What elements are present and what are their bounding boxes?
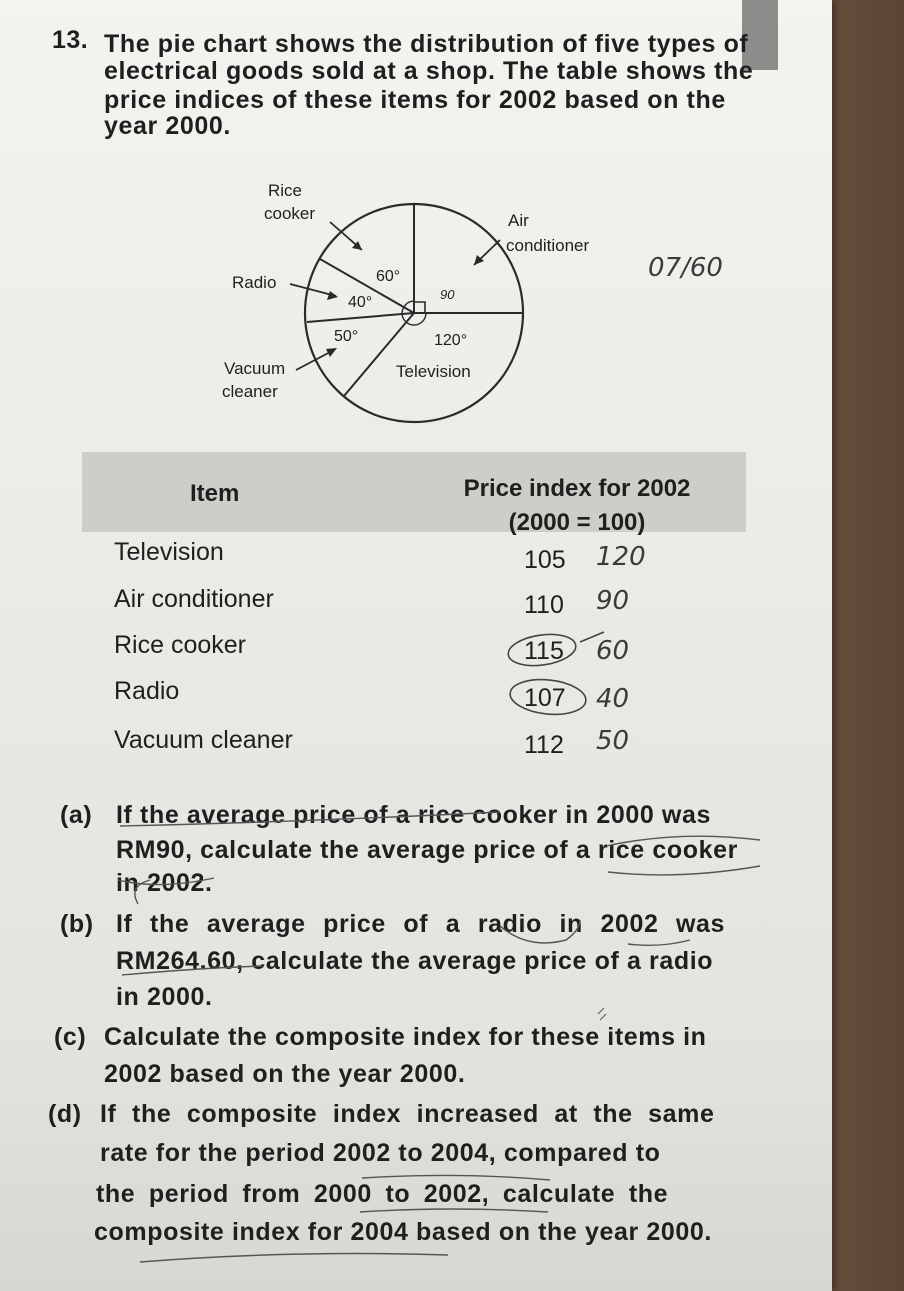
label-air-conditioner: conditioner <box>506 236 590 255</box>
part-b-line: If the average price of a radio in 2002 was <box>116 910 726 938</box>
table-row-index: 112 <box>524 731 564 759</box>
angle-40: 40° <box>348 294 373 311</box>
label-rice-cooker: cooker <box>264 204 316 223</box>
underline-mark <box>360 1209 548 1212</box>
underline-mark <box>140 1254 448 1262</box>
table-row-note: 90 <box>596 586 630 616</box>
intro-line: price indices of these items for 2002 based on the <box>104 86 726 114</box>
part-d-label: (d) <box>48 1100 82 1128</box>
part-d-line: rate for the period 2002 to 2004, compared to <box>100 1139 661 1167</box>
part-b-line: in 2000. <box>116 983 213 1011</box>
label-rice-cooker: Rice <box>268 181 303 200</box>
part-a-line: If the average price of a rice cooker in 2000 was <box>116 801 711 829</box>
part-b-line: RM264.60, calculate the average price of a radio <box>116 947 714 975</box>
underline-mark <box>606 836 760 846</box>
table-row-note: 60 <box>596 636 630 666</box>
margin-note: 07/60 <box>648 253 723 283</box>
part-c-label: (c) <box>54 1023 87 1051</box>
part-d-line: composite index for 2004 based on the year 2000. <box>94 1218 712 1246</box>
underline-mark <box>118 878 214 885</box>
intro-line: The pie chart shows the distribution of five types of <box>104 30 749 58</box>
angle-120: 120° <box>434 332 468 349</box>
table-row-item: Television <box>114 538 224 566</box>
part-c-line: 2002 based on the year 2000. <box>104 1060 466 1088</box>
table-row-index: 105 <box>524 546 566 574</box>
angle-50: 50° <box>334 328 359 345</box>
table-row-item: Radio <box>114 677 180 705</box>
part-c-line: Calculate the composite index for these items in <box>104 1023 707 1051</box>
header-item: Item <box>190 480 240 507</box>
overline-mark <box>362 1175 550 1180</box>
header-index-line: Price index for 2002 <box>463 475 691 502</box>
table-row-index: 115 <box>524 637 564 665</box>
underline-mark <box>608 866 760 875</box>
table-row-index: 107 <box>524 684 566 712</box>
part-a-line: RM90, calculate the average price of a rice cooker <box>116 836 738 864</box>
part-a-line: in 2002. <box>116 869 213 897</box>
part-b-label: (b) <box>60 910 94 938</box>
underline-mark <box>628 940 690 945</box>
underline-mark <box>120 812 500 826</box>
pen-mark <box>598 1008 606 1020</box>
tick-mark <box>580 632 604 642</box>
table-row-note: 50 <box>596 726 630 756</box>
table-row-item: Vacuum cleaner <box>114 726 293 754</box>
part-d-line: If the composite index increased at the same <box>100 1100 715 1128</box>
intro-line: year 2000. <box>104 112 231 140</box>
header-index-base: (2000 = 100) <box>508 509 646 536</box>
handwritten-angle: 90 <box>440 287 455 302</box>
table-row-index: 110 <box>524 591 564 619</box>
underline-mark <box>122 966 262 975</box>
label-air-conditioner: Air <box>508 211 529 230</box>
label-television: Television <box>396 362 471 381</box>
table-row-item: Air conditioner <box>114 585 274 613</box>
angle-60: 60° <box>376 268 401 285</box>
intro-line: electrical goods sold at a shop. The table shows the <box>104 57 754 85</box>
circle-mark <box>508 676 587 718</box>
label-vacuum-cleaner: Vacuum <box>224 359 286 378</box>
question-number: 13. <box>52 26 89 54</box>
table-row-item: Rice cooker <box>114 631 246 659</box>
circle-mark <box>500 920 580 943</box>
label-radio: Radio <box>232 273 277 292</box>
label-vacuum-cleaner: cleaner <box>222 382 278 401</box>
table-row-note: 40 <box>596 684 630 714</box>
table-row-note: 120 <box>596 542 646 572</box>
circle-mark <box>506 630 578 669</box>
part-a-label: (a) <box>60 801 93 829</box>
part-d-line: the period from 2000 to 2002, calculate the <box>96 1180 669 1208</box>
